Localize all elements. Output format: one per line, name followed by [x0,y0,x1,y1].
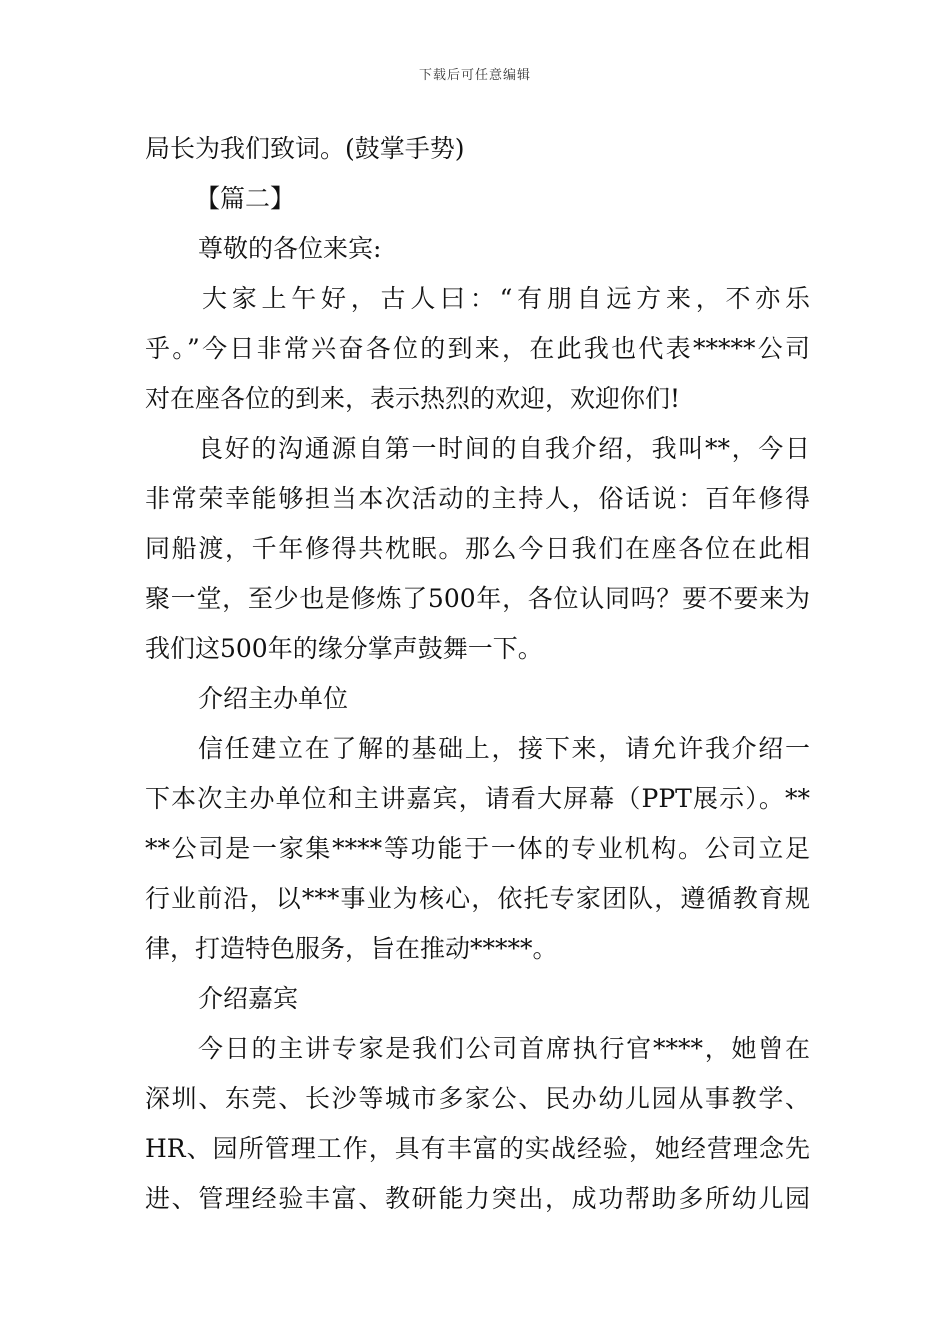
paragraph-line: 乎。”今日非常兴奋各位的到来，在此我也代表*****公司 [145,334,810,363]
paragraph-line: HR、园所管理工作，具有丰富的实战经验，她经营理念先 [145,1134,810,1163]
paragraph-line: 今日的主讲专家是我们公司首席执行官****，她曾在 [198,1034,810,1063]
paragraph-line: 同船渡，千年修得共枕眠。那么今日我们在座各位在此相 [145,534,810,563]
paragraph-line: 信任建立在了解的基础上，接下来，请允许我介绍一 [198,734,810,763]
paragraph-line: 我们这500年的缘分掌声鼓舞一下。 [145,634,543,663]
paragraph-line: 大家上午好，古人曰：“有朋自远方来，不亦乐 [202,284,810,313]
paragraph-line: 局长为我们致词。(鼓掌手势) [145,134,465,163]
paragraph-line: 非常荣幸能够担当本次活动的主持人，俗话说：百年修得 [145,484,810,513]
section-heading: 【篇二】 [195,184,296,213]
paragraph-line: 行业前沿，以***事业为核心，依托专家团队，遵循教育规 [145,884,810,913]
paragraph-line: 良好的沟通源自第一时间的自我介绍，我叫**，今日 [198,434,810,463]
paragraph-line: **公司是一家集****等功能于一体的专业机构。公司立足 [145,834,810,863]
subsection-heading: 介绍嘉宾 [198,984,299,1013]
paragraph-line: 对在座各位的到来，表示热烈的欢迎，欢迎你们! [145,384,681,413]
paragraph-line: 律，打造特色服务，旨在推动*****。 [145,934,558,963]
paragraph-line: 聚一堂，至少也是修炼了500年，各位认同吗？要不要来为 [145,584,810,613]
document-body [145,124,810,1224]
page-header: 下载后可任意编辑 [418,68,531,83]
salutation: 尊敬的各位来宾: [198,234,382,263]
subsection-heading: 介绍主办单位 [198,684,349,713]
paragraph-line: 进、管理经验丰富、教研能力突出，成功帮助多所幼儿园 [145,1184,810,1213]
paragraph-line: 深圳、东莞、长沙等城市多家公、民办幼儿园从事教学、 [145,1084,810,1113]
paragraph-line: 下本次主办单位和主讲嘉宾，请看大屏幕（PPT展示）。** [145,784,810,813]
